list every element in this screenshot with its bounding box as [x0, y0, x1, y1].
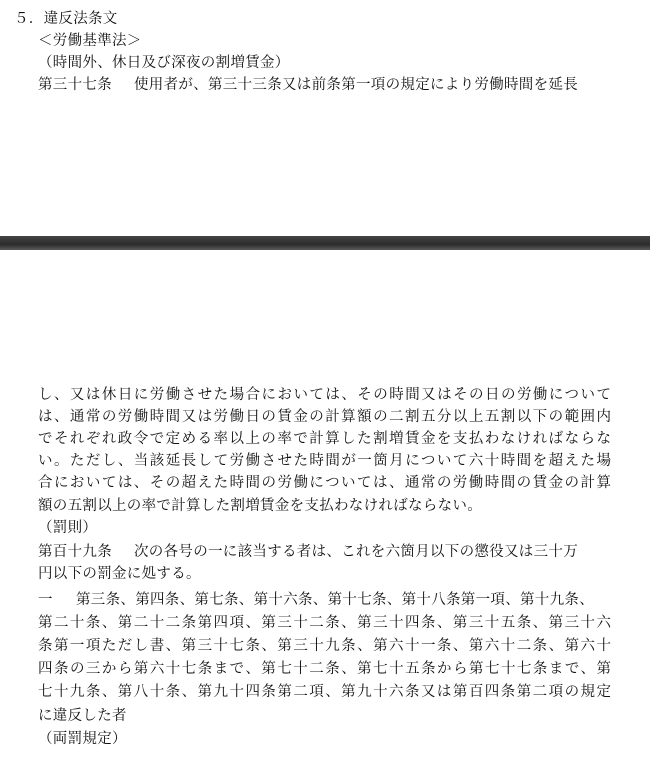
item-1-line: 七十九条、第八十条、第九十四条第二項、第九十六条又は第百四条第二項の規定 [38, 684, 611, 700]
article-37-number: 第三十七条 [38, 77, 112, 93]
item-1-number: 一 [38, 592, 53, 608]
article-37-first-line [38, 75, 578, 95]
article-caption: （時間外、休日及び深夜の割増賃金） [38, 55, 290, 71]
article-119-number: 第百十九条 [38, 544, 112, 560]
item-1-line: 第二十条、第二十二条第四項、第三十二条、第三十四条、第三十五条、第三十六 [38, 615, 611, 631]
dual-penalty-caption: （両罰規定） [38, 731, 127, 747]
article-119-text-start: 次の各号の一に該当する者は、これを六箇月以下の懲役又は三十万 [134, 544, 578, 560]
document-page-top [0, 0, 650, 236]
item-1-line: 条第一項ただし書、第三十七条、第三十九条、第六十一条、第六十二条、第六十 [38, 638, 611, 654]
document-page-bottom [0, 250, 650, 758]
page-break-divider [0, 236, 650, 250]
article-37-line: は、通常の労働時間又は労働日の賃金の計算額の二割五分以上五割以下の範囲内 [38, 409, 611, 425]
law-name: ＜労働基準法＞ [38, 33, 142, 49]
section-heading: ５．違反法条文 [14, 11, 118, 27]
item-1-line-last: に違反した者 [38, 708, 127, 724]
article-37-line: 合においては、その超えた時間の労働については、通常の労働時間の賃金の計算 [38, 475, 611, 491]
article-37-line: し、又は休日に労働させた場合においては、その時間又はその日の労働について [38, 387, 611, 403]
article-37-line-last: 額の五割以上の率で計算した割増賃金を支払わなければならない。 [38, 498, 482, 514]
article-37-line: でそれぞれ政令で定める率以上の率で計算した割増賃金を支払わなければならな [38, 431, 611, 447]
penalty-caption: （罰則） [38, 520, 98, 536]
item-1-first-line [38, 589, 594, 611]
article-119-line-last: 円以下の罰金に処する。 [38, 566, 201, 582]
article-37-line: い。ただし、当該延長して労働させた時間が一箇月について六十時間を超えた場 [38, 453, 611, 469]
article-119-first-line [38, 541, 578, 563]
item-1-line: 四条の三から第六十七条まで、第七十二条、第七十五条から第七十七条まで、第 [38, 661, 611, 677]
article-37-text-start: 使用者が、第三十三条又は前条第一項の規定により労働時間を延長 [134, 77, 578, 93]
item-1-text-start: 第三条、第四条、第七条、第十六条、第十七条、第十八条第一項、第十九条、 [76, 592, 594, 608]
